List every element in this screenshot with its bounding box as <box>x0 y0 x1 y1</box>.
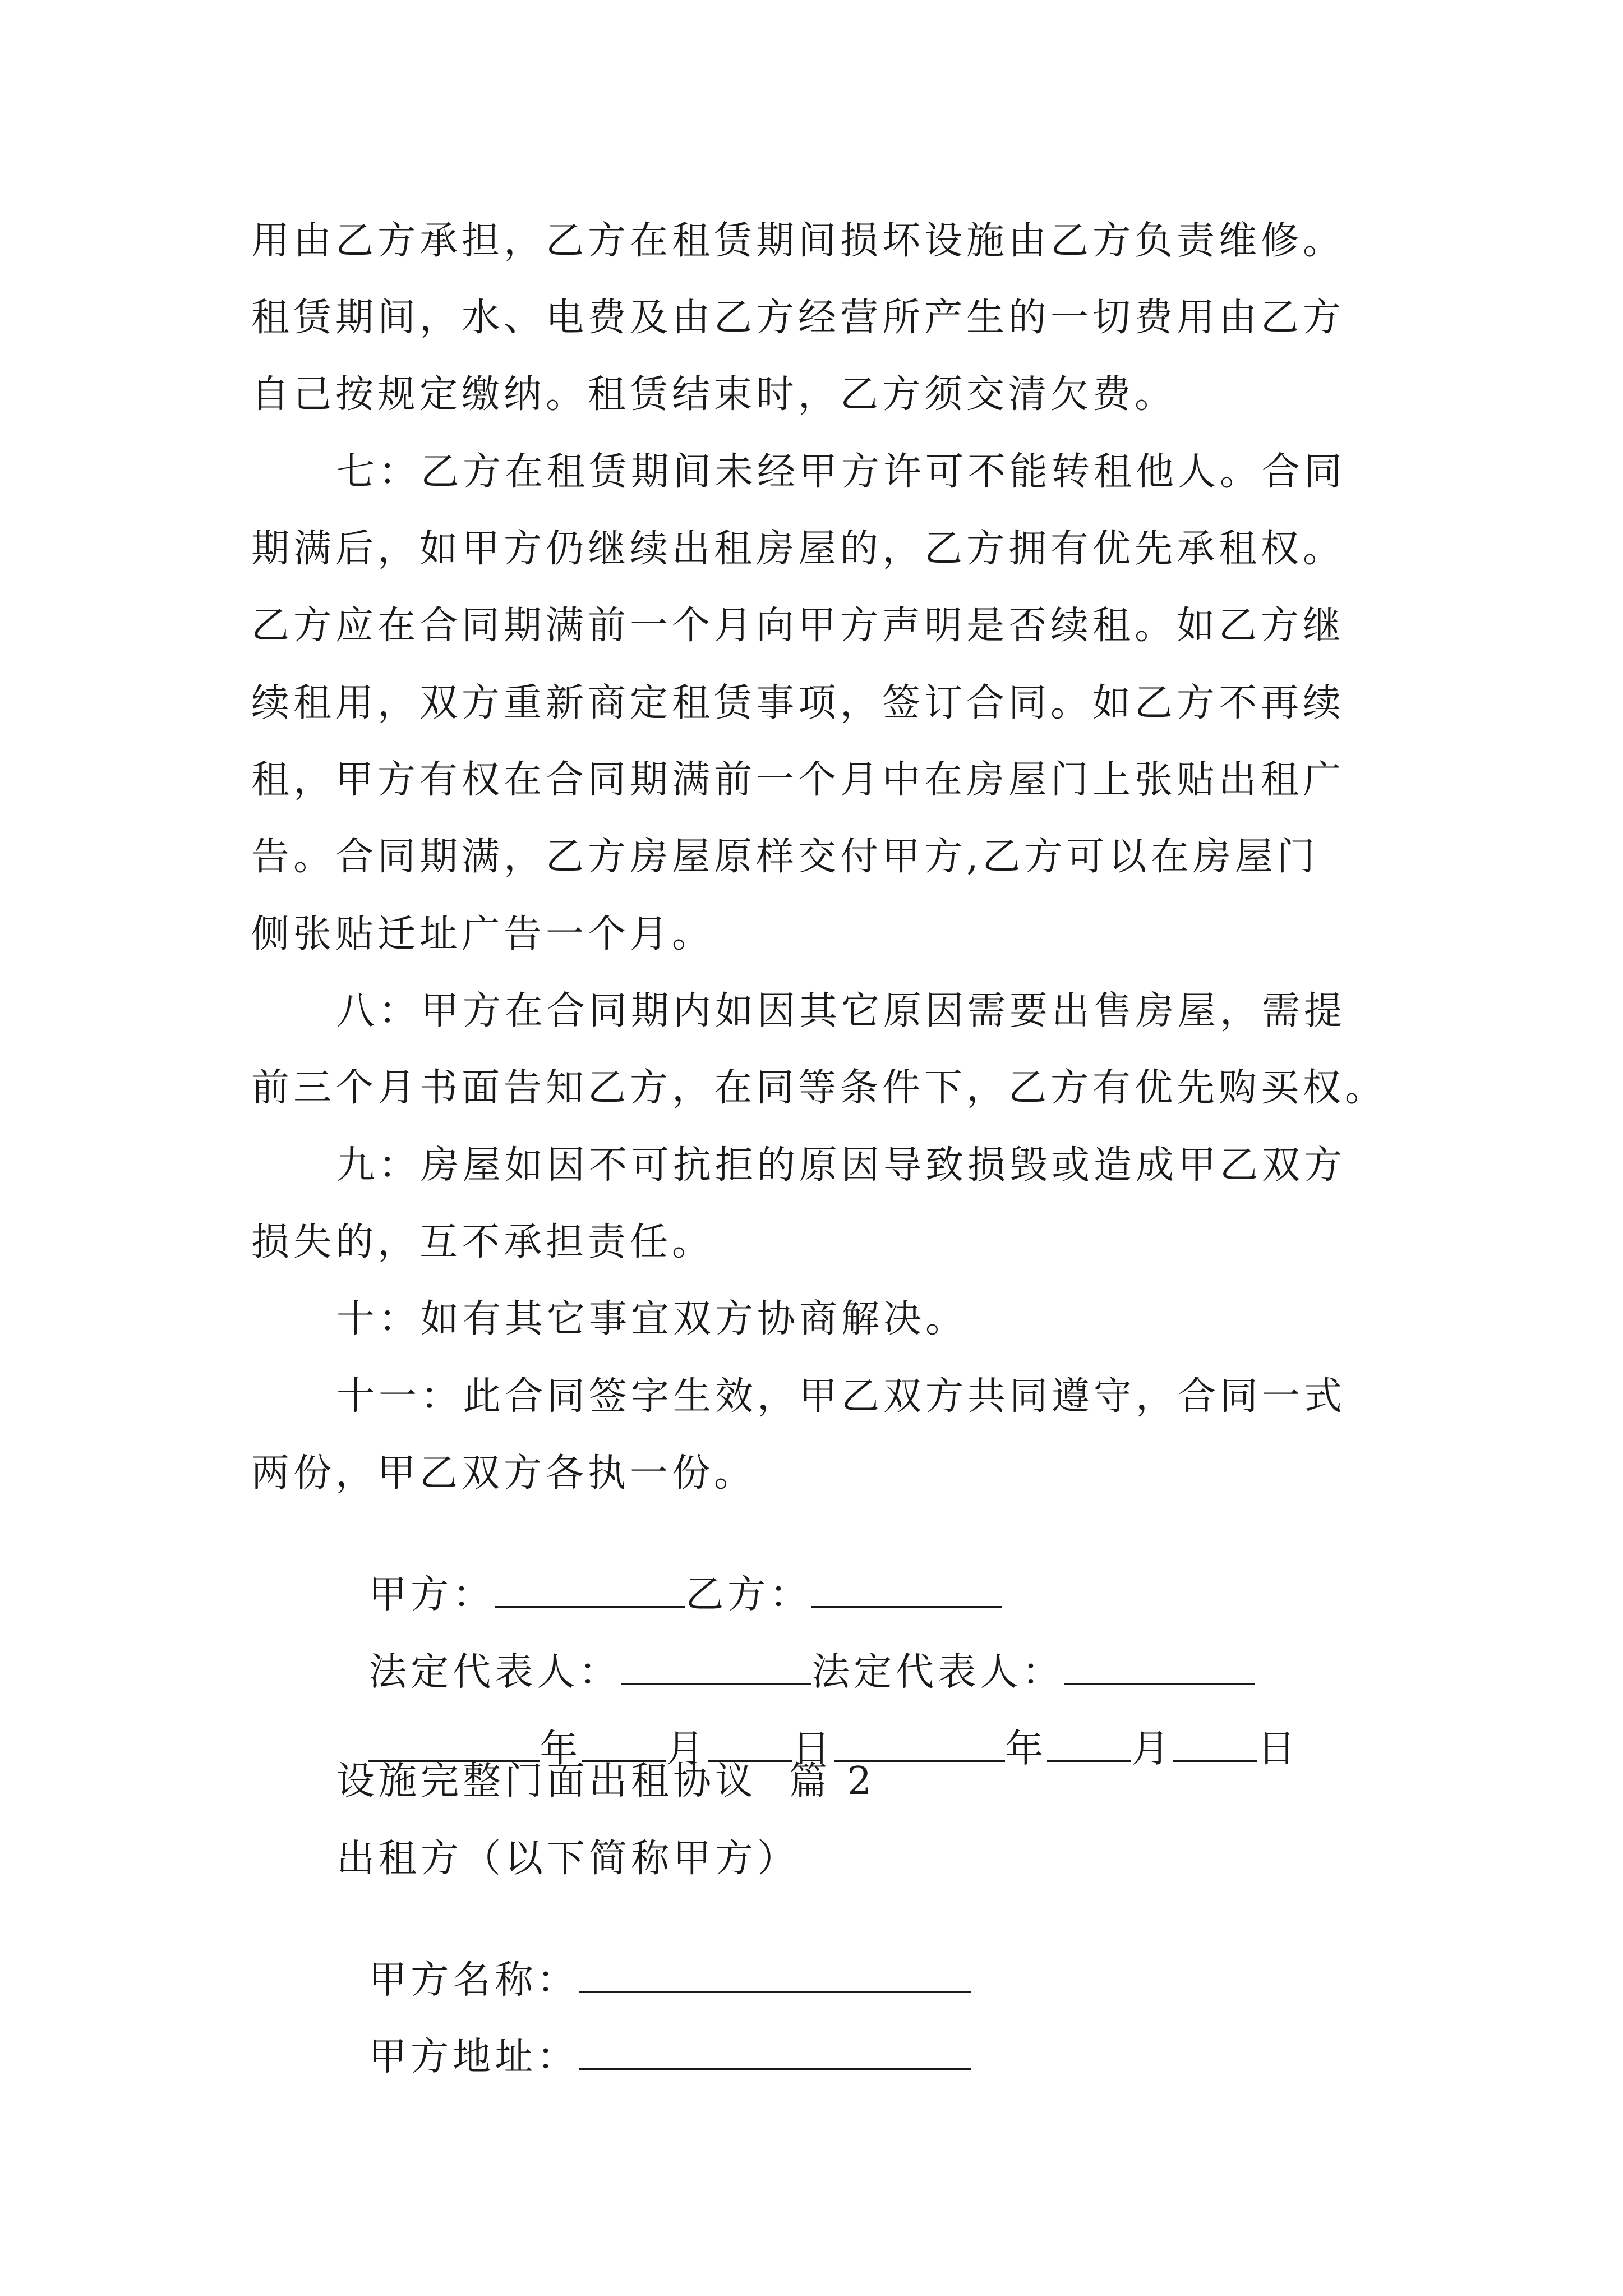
paragraph-line: 七：乙方在租赁期间未经甲方许可不能转租他人。合同 <box>336 450 1347 494</box>
paragraph-line: 告。合同期满，乙方房屋原样交付甲方,乙方可以在房屋门 <box>251 835 1319 879</box>
signature-date-row <box>336 1686 1300 1772</box>
year-b-blank <box>834 1724 1005 1762</box>
day-a-blank <box>708 1724 792 1762</box>
month-b-label: 月 <box>1131 1727 1174 1772</box>
paragraph-line: 租，甲方有权在合同期满前一个月中在房屋门上张贴出租广 <box>251 758 1345 802</box>
party-a-blank <box>495 1570 685 1608</box>
party-b-label: 乙方： <box>685 1572 812 1617</box>
day-a-label: 日 <box>792 1727 834 1772</box>
month-a-blank <box>582 1724 666 1762</box>
month-a-label: 月 <box>666 1727 708 1772</box>
paragraph-line: 侧张贴迁址广告一个月。 <box>251 912 714 956</box>
party-b-blank <box>811 1570 1002 1608</box>
paragraph-line: 十一：此合同签字生效，甲乙双方共同遵守，合同一式 <box>336 1374 1347 1419</box>
rep-a-label: 法定代表人： <box>368 1650 621 1695</box>
section-title: 设施完整门面出租协议 篇 2 <box>336 1759 876 1803</box>
paragraph-line: 九：房屋如因不可抗拒的原因导致损毁或造成甲乙双方 <box>336 1143 1347 1188</box>
year-a-blank <box>368 1724 540 1762</box>
day-b-blank <box>1173 1724 1257 1762</box>
rep-b-label: 法定代表人： <box>811 1650 1064 1695</box>
signature-parties-row <box>336 1531 1002 1617</box>
lessor-name-row <box>336 1917 971 2003</box>
day-b-label: 日 <box>1257 1727 1300 1772</box>
paragraph-line: 两份，甲乙双方各执一份。 <box>251 1451 757 1496</box>
paragraph-line: 续租用，双方重新商定租赁事项，签订合同。如乙方不再续 <box>251 681 1345 725</box>
paragraph-line: 用由乙方承担，乙方在租赁期间损坏设施由乙方负责维修。 <box>251 219 1345 263</box>
month-b-blank <box>1047 1724 1131 1762</box>
paragraph-line: 期满后，如甲方仍继续出租房屋的，乙方拥有优先承租权。 <box>251 527 1345 571</box>
paragraph-line: 租赁期间，水、电费及由乙方经营所产生的一切费用由乙方 <box>251 296 1345 340</box>
paragraph-line: 自己按规定缴纳。租赁结束时，乙方须交清欠费。 <box>251 372 1177 417</box>
lessor-name-blank <box>579 1955 971 1993</box>
lessor-address-label: 甲方地址： <box>368 2035 579 2079</box>
lessor-address-row <box>336 1994 971 2077</box>
signature-representatives-row <box>336 1609 1255 1695</box>
lessor-line: 出租方（以下简称甲方） <box>336 1837 800 1881</box>
paragraph-line: 十：如有其它事宜双方协商解决。 <box>336 1297 968 1341</box>
paragraph-line: 前三个月书面告知乙方，在同等条件下，乙方有优先购买权。 <box>251 1066 1387 1110</box>
paragraph-line: 损失的，互不承担责任。 <box>251 1220 714 1264</box>
paragraph-line: 乙方应在合同期满前一个月向甲方声明是否续租。如乙方继 <box>251 604 1345 648</box>
lessor-address-blank <box>579 2032 971 2070</box>
year-b-label: 年 <box>1005 1727 1048 1772</box>
lessor-name-label: 甲方名称： <box>368 1958 579 2003</box>
year-a-label: 年 <box>540 1727 582 1772</box>
rep-b-blank <box>1064 1647 1255 1685</box>
paragraph-line: 八：甲方在合同期内如因其它原因需要出售房屋，需提 <box>336 989 1347 1033</box>
rep-a-blank <box>621 1647 811 1685</box>
party-a-label: 甲方： <box>368 1572 495 1617</box>
